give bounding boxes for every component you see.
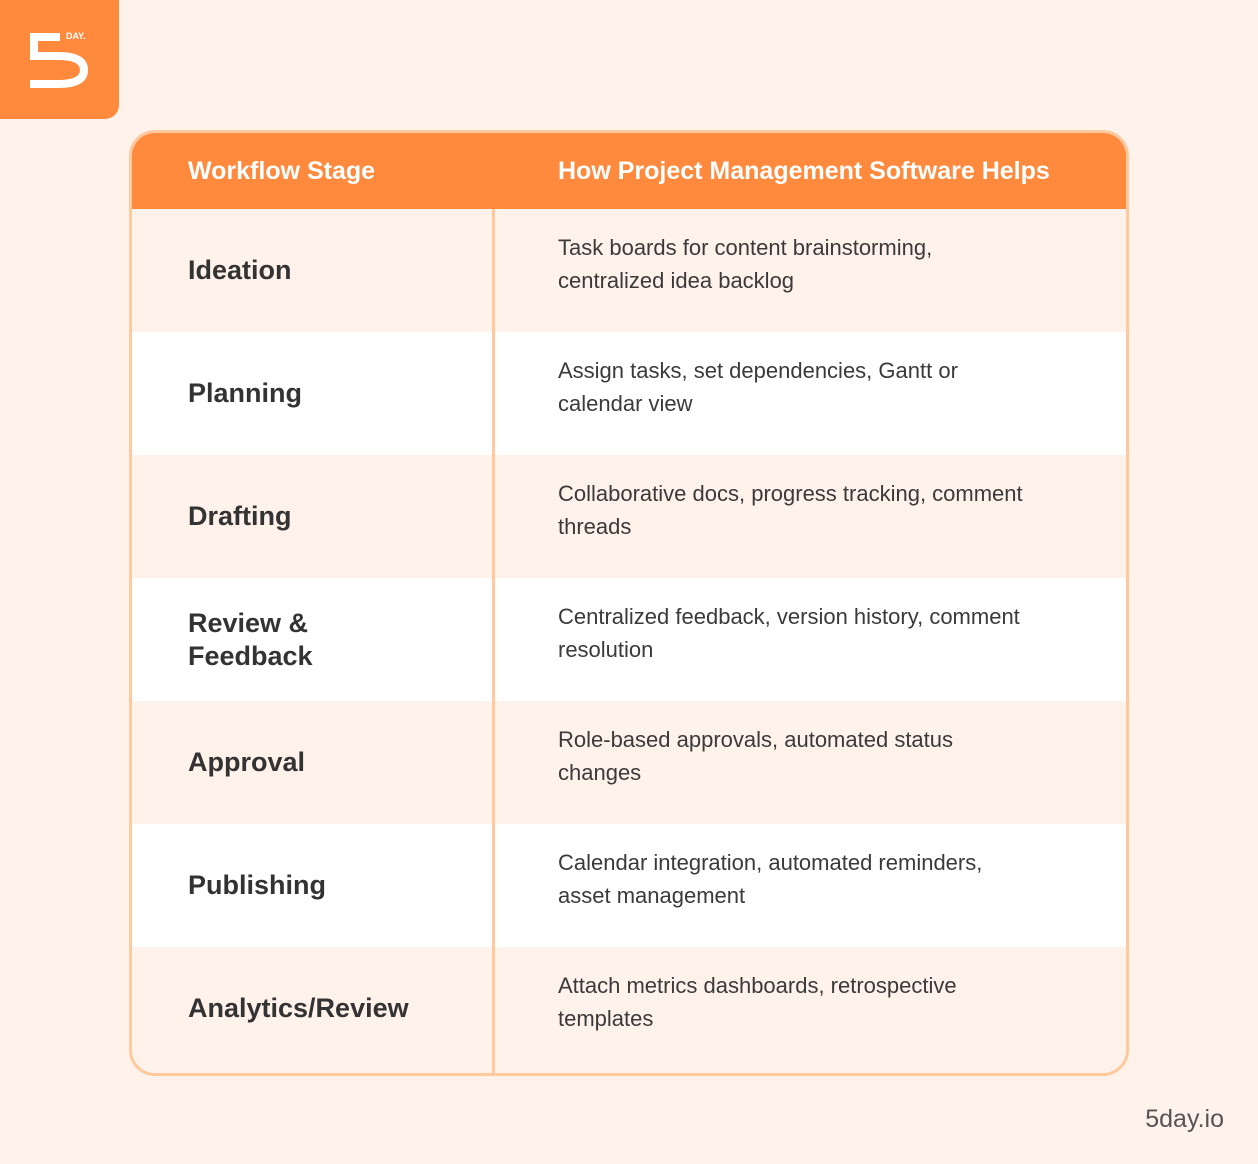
table-header xyxy=(132,133,1126,209)
column-divider xyxy=(492,209,495,1076)
stage-cell: Publishing xyxy=(188,870,326,900)
help-cell: Collaborative docs, progress tracking, comment threads xyxy=(558,480,1023,539)
table-row xyxy=(132,209,1126,332)
help-cell: Assign tasks, set dependencies, Gantt or calendar view xyxy=(558,357,958,416)
table-row xyxy=(132,947,1126,1070)
help-cell: Role-based approvals, automated status changes xyxy=(558,726,954,785)
table-row xyxy=(132,701,1126,824)
stage-cell: Planning xyxy=(188,378,302,408)
help-cell: Centralized feedback, version history, comment resolution xyxy=(558,603,1020,662)
help-cell: Task boards for content brainstorming, centralized idea backlog xyxy=(558,234,933,293)
logo-wordmark: DAY. xyxy=(66,31,86,41)
help-cell: Calendar integration, automated reminders, asset management xyxy=(558,849,983,908)
table-row xyxy=(132,455,1126,578)
table-row xyxy=(132,578,1126,701)
stage-cell: Review & Feedback xyxy=(188,607,313,671)
table-row xyxy=(132,824,1126,947)
workflow-table xyxy=(129,130,1129,1076)
header-workflow-stage: Workflow Stage xyxy=(188,157,376,185)
stage-cell: Analytics/Review xyxy=(188,993,409,1023)
header-software-helps: How Project Management Software Helps xyxy=(558,157,1050,185)
table-row xyxy=(132,332,1126,455)
five-day-logo-icon xyxy=(0,0,119,119)
brand-logo xyxy=(0,0,119,119)
stage-cell: Approval xyxy=(188,747,306,777)
footer-domain: 5day.io xyxy=(1145,1105,1224,1133)
help-cell: Attach metrics dashboards, retrospective templates xyxy=(558,972,957,1031)
stage-cell: Ideation xyxy=(188,255,292,285)
stage-cell: Drafting xyxy=(188,501,292,531)
